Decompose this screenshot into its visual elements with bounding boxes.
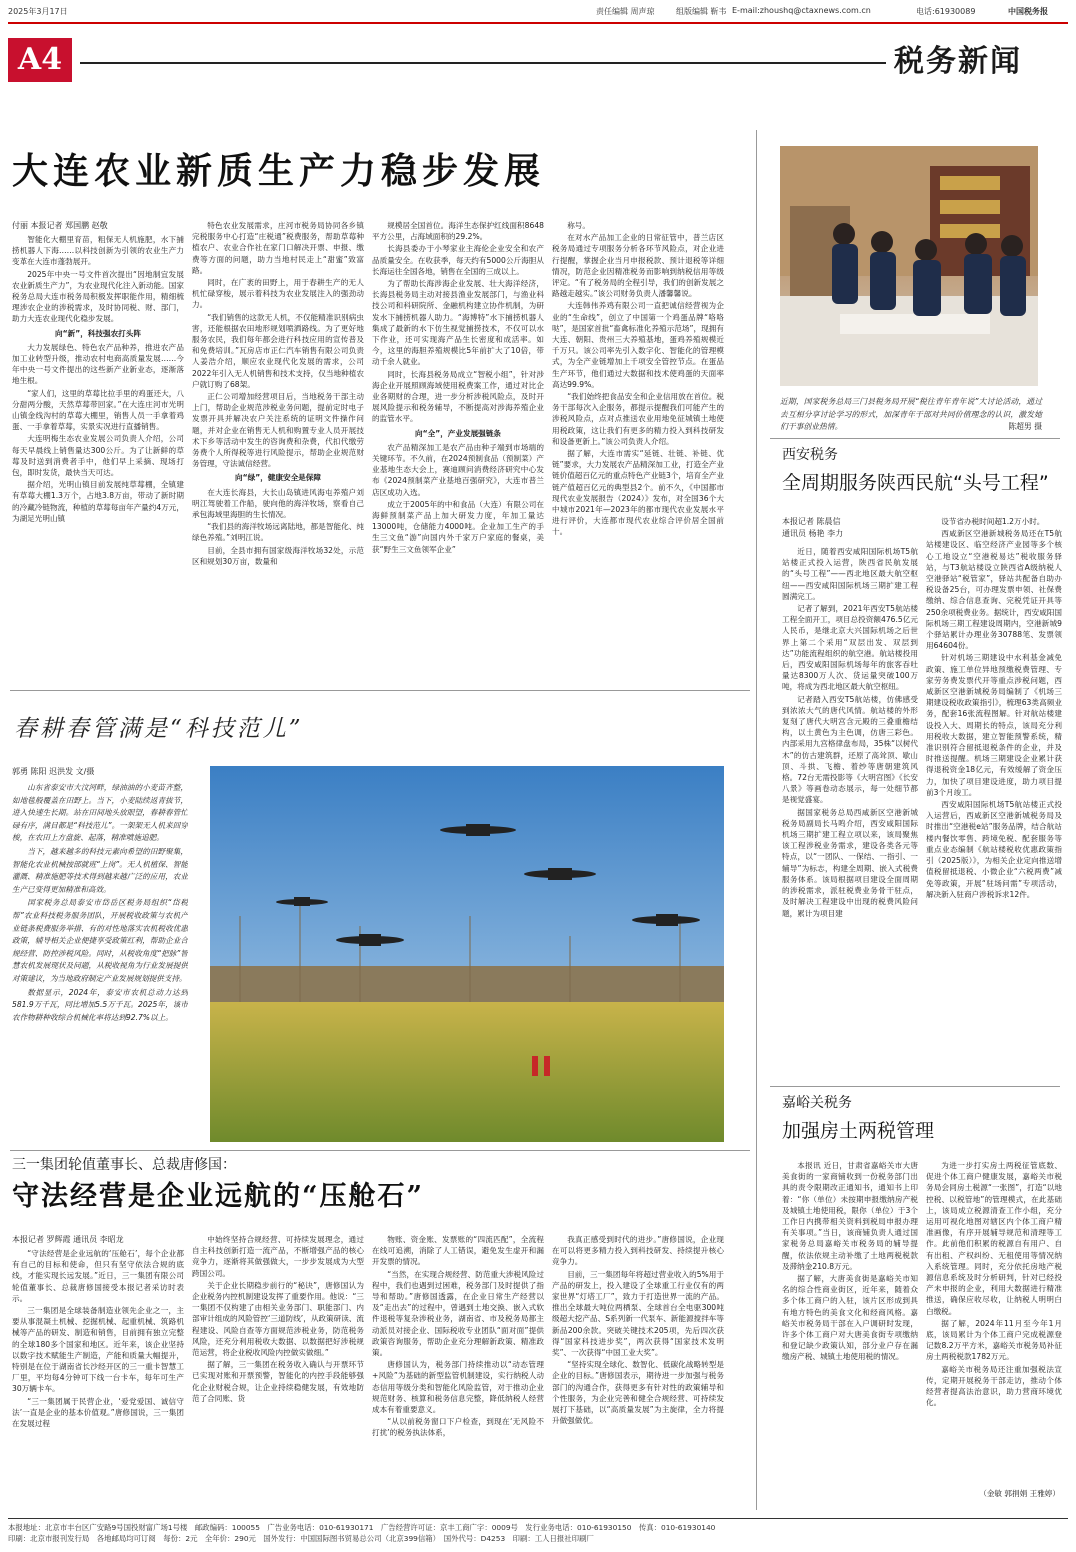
footer-line2: 印刷：北京市报刊发行局 各地邮局均可订阅 每份：2元 全年价：290元 国外发行：中国国际图书贸易总公司（北京399信箱） 国外代号：D4253 印刷：工人日报社印刷厂 xyxy=(8,1534,594,1543)
drone-field-photo xyxy=(210,766,724,1142)
story1-col4: 称号。 在对水产品加工企业的日常征管中，普兰店区税务局通过专项服务分析各环节风险点，对企业进行提醒，掌握企业当月申报税款、预计退税等详细情况，防范企业因精准税务而影响到纳税信用等级评定。“有了税务局的全程引导，我们的创新发展之路越走越实。”该公司财务负责人潘馨馨说。 大连韩伟养鸡有限公司一直把诚信经营视为企业的“生命线”，创立了中国第一个鸡蛋品牌“咯咯哒”，是国家首批“畜禽标准化养殖示范场”，现拥有大连、朝阳、贵州三大养殖基地，蛋鸡养殖规模近千万只。该公司率先引入数字化、智能化的管理模式，为全产业链增加上千项安全管控节点。在蛋品生产环节，他们通过大数据和技术使鸡蛋的天面率高达99.9%。 “我们始终把食品安全和企业信用放在首位。税务干部每次入企服务，都提示提醒我们可能产生的涉税风险点，点对点推送农业用地免征城镇土地使用税政策，这让我们有更多的精力投入到科技研发和设备更新上。”该公司负责人介绍。 据了解，大连市需实“延链、壮链、补链、优链”要求，大力发展农产品精深加工业，打造全产业链价值超百亿元的重点特色产业链3个，培育全产业链产值超百亿元的典型县2个。前不久，《中国都市现代农业发展报告（2024）》发布，对全国36个大中城市2021年—2023年的都市现代农业发展水平进行评价，大连都市现代农业综合评价居全国前十。 xyxy=(552,221,724,537)
story4-col1: “守法经营是企业远航的‘压舱石’，每个企业都有自己的目标和使命，但只有坚守依法合规的底线，才能实现长远发展。”近日，三一集团有限公司轮值董事长、总裁唐修国接受本报记者采访时表示。 三一集团是全球装备制造业领先企业之一，主要从事混凝土机械、挖掘机械、起重机械、筑路机械等产品的研发、制造和销售，目前拥有独立完整的全球180多个国家和地区。近年来，该企业坚持以数字技术赋能生产制造，产能和质量大幅提升，特别是在位于湖南省长沙经开区的三一重卡智慧工厂里，平均每4分钟可下线一台卡车，每年可生产30万辆卡车。 “三一集团属于民营企业，‘爱党爱国、诚信守法’一直是企业的基本价值观。”唐修国说，三一集团在发展过程 xyxy=(12,1249,184,1429)
story1-subhead3: 向“全”，产业发展强链条 xyxy=(415,428,501,438)
paper-name: 中国税务报 xyxy=(1008,7,1048,16)
story1-col3: 规模居全国首位。海洋生态保护红线面积8648平方公里，占海域面积的29.2%。 长海县委办于小琴家业主海伦企业安全和农产品质量安全。在收获季，每天约有5000公斤海胆从长海运往全国各地，销售在全国的三成以上。 为了帮助长海涉海企业发展、壮大海洋经济，长海县税务局主动对接县渔业发展部门，与渔业科技公司和科研院所、金融机构建立协作机制，为研发水下捕捞机器人助力。“海博特”水下捕捞机器人集成了最新的水下仿生视觉捕捞技术，不仅可以水下作业，还可实现海产品生长密度和成活率。如今，这里的海胆养殖规模比5年前扩大了10倍，带动千余人就业。 同时，长海县税务局成立“智税小组”，针对涉海企业开展照顾海域使用税费案工作，通过对比企业各期财的合理，进一步分析涉税风险点，及时开展风险提示和税务辅导，不断提高对涉海养殖企业的监管水平。 向“全”，产业发展强链条 农产品精深加工是农产品由种子端到市场端的关键环节。不久前，在2024预制食品（预制菜）产业基地生态大会上，赛迪顾问消费经济研究中心发布《2024预制菜产业基地百强研究》，大连市普兰店区成功入选。 成立于2005年的中和食品（大连）有限公司在海鲜预制菜产品上加大研发力度，年加工量达13000吨，仓储能力4000吨。企业加工生产的手生三文鱼“游”向国内外千家万户家庭的餐桌，美获“野生三文鱼领军企业” xyxy=(372,221,544,554)
story4-kicker: 三一集团轮值董事长、总裁唐修国： xyxy=(12,1157,236,1173)
story5-top-rule xyxy=(770,1086,1060,1087)
story3-kicker: 西安税务 xyxy=(782,447,838,463)
story1-subhead2: 向“绿”，健康安全是保障 xyxy=(235,473,321,483)
story3-byline: 本报记者 陈晨信 通讯员 杨艳 李力 xyxy=(782,517,844,538)
designer: 组版编辑 靳韦 xyxy=(676,7,727,16)
footer-line1: 本报地址：北京市丰台区广安路9号国投财富广场1号楼 邮政编码：100055 广告业务电话：010-61930171 广告经营许可证：京丰工商广字：0009号 发行业务电话：010-61930150 传真：010-61930140 xyxy=(8,1523,716,1532)
header-rule xyxy=(8,22,1068,24)
footer-rule xyxy=(8,1518,1068,1519)
phone: 电话:61930089 xyxy=(916,7,976,16)
story1-col2: 特色农业发展需求，庄河市税务局协同各乡镇完税服务中心打造“庄税通”税费服务，帮助草莓种植农户、农业合作社在家门口解决开票、申报、缴费等方面的问题，助力当地村民走上“甜蜜”致富路。 同时，在广袤的田野上，用于春耕生产的无人机忙碌穿梭，展示着科技为农业发展注入的强劲动力。 “我们销售的这款无人机，不仅能精准识别病虫害，还能根据农田地形规划喷洒路线。为了更好地服务农民，我们每年都会进行科技应用的宣传普及和免费培训。”瓦房店市正仁汽车销售有限公司负责人姜浩介绍，顺应农业现代化发展的需求，公司2022年引入无人机销售和技术支持，仅当地种植农户就订购了68架。 正仁公司增加经营项目后，当地税务干部主动上门，帮助企业规范涉税业务问题，提前定时电子发票开具并解决农户关注系统的证明文件操作问题，并对企业在销售无人机和购置专业人员开展技术下乡等活动中发生的咨询费和杂费，代扣代缴劳务费个人所得税等进行风险提示，帮助企业规范财务管理，守法诚信经营。 向“绿”，健康安全是保障 在大连长海县，大长山岛镇进风海屯养殖户刘明江驾驶着工作船，驶向他的海洋牧场，察看自己承包海域里海胆的生长情况。 “我们县的海洋牧场远离陆地，都是智能化、纯绿色养殖。”刘明江说。 目前，全县市拥有国家级海洋牧场32处，示范区和规划30万亩，数量和 xyxy=(192,221,364,566)
right-photo-credit: 陈超男 摄 xyxy=(1008,422,1042,431)
story1-col1: 智能化大棚里育苗，粗保无人机施肥，水下捕捞机器人下海……以科技创新为引领的农业生产力变革在大连市蓬勃展开。 2025年中央一号文件首次提出“因地制宜发展农业新质生产力”，为农业现代化注入新动能。国家税务总局大连市税务局积极发挥职能作用，精细梳理涉农企业的涉税需求，及时协同税、财、部门，助力大连农业现代化稳步发展。 向“新”，科技强农打头阵 大力发展绿色、特色农产品种养，推进农产品加工业转型升级，推动农村电商高质量发展……今年中央一号文件提出的这些新产业新业态，逐渐落地生根。 “家人们，这里的草莓比拉手里的鸡蛋还大，八分甜两分酸，天然草莓带回家。”在大连庄河市光明山镇金线沟村的草莓大棚里，销售人员一手拿着鸡蛋、一手拿着草莓，实景实况进行直播销售。 大连明梅生态农业发展公司负责人介绍，公司每天早晨线上销售量达300公斤。为了让新鲜的草莓及时送到消费者手中，他们早上采摘、现场打包，即时发货，最快当天可达。 据介绍，光明山镇目前发展纯草莓棚，全镇建有草莓大棚1.3万个，占地3.8万亩，带动了新时期的冷藏冷链物流，种植的草莓每亩年产量约4万元，为湖足光明山镇 xyxy=(12,235,184,523)
issue-date: 2025年3月17日 xyxy=(8,7,68,16)
page-header xyxy=(8,4,1068,18)
story4-title: 守法经营是企业远航的“压舱石” xyxy=(12,1181,425,1212)
story4-byline: 本报记者 罗辉霞 通讯员 李昭龙 xyxy=(12,1235,124,1244)
story5-kicker: 嘉峪关税务 xyxy=(782,1095,852,1111)
story1-title: 大连农业新质生产力稳步发展 xyxy=(12,150,546,192)
tax-officers-illustration xyxy=(780,146,1038,386)
email: E-mail:zhoushq@ctaxnews.com.cn xyxy=(732,6,871,15)
page-number: A4 xyxy=(8,38,72,82)
header-line xyxy=(80,62,886,64)
story4-top-rule xyxy=(10,1150,750,1151)
story5-col1: 本报讯 近日，甘肃省嘉峪关市大唐美食街的一家商铺收到一份税务部门出具的责令限期改正通知书，通知书上印着：“你（单位）未按期申报缴纳房产税及城镇土地使用税，限你（单位）于3个工作日内携带相关资料到税局申报办理有关事项。”当日，该商铺负责人通过国家税务总局嘉峪关市税务局的辅导提醒，依法依规主动补缴了土地两税税款及滞纳金210.8万元。 据了解，大唐美食街是嘉峪关市知名的综合性商业街区，近年来，随着众多个体工商户的入驻，该片区形成到具有地方特色的美食文化和经商风格。嘉峪关市税务局干部在入户调研时发现，许多个体工商户对大唐美食街专项缴纳和登记缺少政策认知，部分业户存在漏缴房产税、城镇土地使用税的情况。 xyxy=(782,1161,918,1362)
story4-col2: 中始终坚持合规经营、可持续发展理念，通过自主科技创新打造一流产品，不断增强产品的核心竞争力，逐渐将其做强做大，一步步发展成为大型跨国公司。 关于企业长期稳步前行的“秘诀”，唐修国认为企业税务内控机制建设发挥了重要作用。他说：“三一集团不仅构建了由相关业务部门、职能部门、内部审计组成的风险管控‘三道防线’，从政策研读、流程建设、风险自查等方面规范涉税业务，防范税务风险，还充分利用税收大数据、以数据把好涉税规范运营，将企业税收风险内控做实做细。” 据了解，三一集团在税务收入确认与开票环节已实现对账和开票预警，智能化的内控手段能够强化企业财税合规，让企业持续稳健发展，有效地防范了合同账、货 xyxy=(192,1235,364,1403)
drone-field-illustration xyxy=(210,766,724,1142)
story2-title: 春耕春管满是“科技范儿” xyxy=(14,716,304,742)
story3-col2: 设节省办税时间超1.2万小时。 西咸新区空港新城税务局还在T5航站楼建设区、临空经济产业园等多个核心工地设立“空港税易达”税收服务驿站，与T3航站楼设立陕西省A级纳税人空港驿站“税管家”，驿站共配备自助办税设备25台，可办理发票申领、社保费缴纳、综合信息查询、完税凭证开具等250余项税费业务。据统计，西安咸阳国际机场三期工程建设周期内，空港新城9个驿站累计办理业务30788笔、发票领用64604份。 针对机场三期建设中水利基金减免政策、施工单位异地预缴税费管理、专家劳务费发票代开等重点涉税问题，西咸新区空港新城税务局编制了《机场三期建设税收政策指引》，梳理63类高频业务，配套16张流程图解。针对航站楼建设投入大、周期长的特点，该局充分利用税收大数据，建立智能预警系统，精准识别符合留抵退税条件的企业，并及时推送提醒。机场三期建设企业累计获得退税资金18亿元，有效缓解了资金压力，加快了项目建设进度，助力项目提前3个月竣工。 西安咸阳国际机场T5航站楼正式投入运营后，西咸新区空港新城税务局及时推出“空港税e站”服务品牌，结合航站楼内餐饮零售、跨境免税、配套服务等重点业态编制《航站楼税收优惠政策指引（2025版）》，为相关企业定向推送增值税留抵退税、小微企业“六税两费”减免等政策，开展“驻场问需”专项活动，解决新入驻商户涉税诉求12件。 xyxy=(926,517,1062,899)
page-footer xyxy=(8,1522,1068,1544)
story3-col1: 近日，随着西安咸阳国际机场T5航站楼正式投入运营，陕西省民航发展的“头号工程”——西北地区最大航空枢纽——西安咸阳国际机场三期扩建工程圆满完工。 记者了解到，2021年西安T5航站楼工程全面开工，项目总投资额476.5亿元人民币，是继北京大兴国际机场之后世界上第二个采用“双层出发、双层到达”功能流程组织的航空港。航站楼投用后，西安咸阳国际机场每年的旅客吞吐量达8300万人次、货运量突破100万吨，将成为西北地区最大航空枢纽。 记者踏入西安T5航站楼，仿佛感受到浓浓大气的唐代风情。航站楼的外形复刻了唐代大明宫含元殿的三叠重檐结构，以土黄色为主色调，仿唐三彩色。内部采用九宫格律盘布局，35株“以树代木”的仿古建筑群，还原了高耸顶、歇山顶、斗拱、飞檐、着纱等唐朝建筑风格。72台无需投影等《大明宫图》《长安八景》等画卷动态展示，每一处细节都是视觉盛宴。 据国家税务总局西咸新区空港新城税务局副局长马鸣介绍，西安咸阳国际机场三期扩建工程立项以来，该局聚焦该工程涉税业务需求，建设各类各元等特点，以“一团队、一保结、一指引、一辅导”为标志，构建全周期、嵌入式税费服务体系。该局根据项目建设全面周期的涉税需求，派驻税费业务骨干驻点，及时解决工程建设中出现的税费风险问题，累计为项目建 xyxy=(782,547,918,918)
section-title: 税务新闻 xyxy=(894,44,1022,79)
editor: 责任编辑 周声琼 xyxy=(596,7,655,16)
column-divider xyxy=(756,130,757,1510)
story1-byline: 付丽 本报记者 郑国鹏 赵敬 xyxy=(12,221,108,230)
story2-text: 山东省泰安市大汶河畔，绿油油的小麦苗齐整，如地毯般覆盖在田野上。当下，小麦陆续返青拔节，进入快速生长期。站在田间地头放眼望，春耕春管忙碌有序，满目都是“科技范儿”。一架架无人机来回穿梭，在农田上方盘旋、起落，精准喷施追肥。 当下，越来越多的科技元素向希望的田野聚集，智能化农业机械按部就班“上岗”。无人机植保、智能灌溉、精准施肥等技术得到越来越广泛的应用，农业生产已变得更加精准和高效。 国家税务总局泰安市岱岳区税务局组织“岱税帮”农业科技税务服务团队，开展税收政策与农机产业链条税费服务举措、有的对性地落实农机税收优惠政策，辅导相关企业便捷享受政策红利，帮助企业合规经营、防控涉税风险。同时，从税收角度“把脉”智慧农机发展现状及问题，从税收视角为行业发展提供对策建议，为当地政府制定产业发展规划提供支持。 数据显示，2024年，泰安市农机总动力达到581.9万千瓦，同比增加5.5万千瓦。2025年，该市农作物耕种收综合机械化率将达到92.7%以上。 xyxy=(12,783,188,1022)
tax-officers-photo xyxy=(780,146,1038,386)
story3-title: 全周期服务陕西民航“头号工程” xyxy=(782,472,1049,494)
story4-col4: 我真正感受到时代的进步。”唐修国说，企业现在可以将更多精力投入到科技研发、持续提升核心竞争力。 目前，三一集团每年将超过营业收入的5%用于产品的研发上，投入建设了全球重工行业仅有的两家世界“灯塔工厂”，致力于打造世界一流的产品。推出全球最大吨位两栖泵、全球首台全电驱300吨级超大挖产品、S系列新一代泵车、新能源搅拌车等新品200余款。突破关键技术205项，先后四次获得“国家科技进步奖”，两次获得“国家技术发明奖”、一次获得“中国工业大奖”。 “坚持实现全球化、数智化、低碳化战略转型是企业的目标。”唐修国表示，期待进一步加强与税务部门的沟通合作，获得更多有针对性的政策辅导和个性服务，为企业完善和健全合规经营、可持续发展打下基础，以“高质量发展”为主旋律，全力将提升做强做优。 xyxy=(552,1235,724,1426)
story3-top-rule xyxy=(770,438,1060,439)
story1-subhead1: 向“新”，科技强农打头阵 xyxy=(55,328,141,338)
story5-col2: 为进一步打实房土两税征管底数、促进个体工商户健康发展，嘉峪关市税务局会同房土税源“一张图”，打造“以地控税、以税管地”的管理模式，在此基础上，该局成立税源清查工作小组，充分运用可视化地图对辖区内个体工商户精准画像，有序开展辅导规范和清理等工作。此前他们积累的税源自有用户、自有出租、产权纠纷、无租使用等情况纳入系统管理。同时，充分依托房地产税源信息系统及时分析研判，针对已经投产未申报的企业，利用大数据进行精准推送，确保应收尽收，让纳税人明明白白缴税。 据了解，2024年11月至今年1月底，该局累计为个体工商户完成税源登记数8.2万平方米，嘉峪关市税务局补征房土两税税款1782万元。 嘉峪关市税务局还注重加强税法宣传，定期开展税务干部走访，推动个体经营者提高法治意识，助力营商环境优化。 xyxy=(926,1161,1062,1408)
story2-byline: 郭勇 陈阳 迟洪发 文/摄 xyxy=(12,767,95,776)
story5-title: 加强房土两税管理 xyxy=(782,1120,935,1142)
right-photo-caption: 近期，国家税务总局三门县税务局开展“税往青年青年说”大讨论活动，通过去互相分享讨论学习的形式，加深青年干部对共同价值理念的认识，激发她们干事创业热情。 陈超男 摄 xyxy=(780,396,1042,434)
story2-top-rule xyxy=(10,690,750,691)
story5-credit: （金敏 郭捐娟 王雅婷） xyxy=(979,1489,1060,1498)
story4-col3: 物账、资金账、发票账的“四流匹配”，全流程在线可追溯，消除了人工错误，避免发生虚开和漏开发票的情况。 “当然，在实现合规经营、防范重大涉税风险过程中，我们也遇到过困难，税务部门及时提供了指导和帮助。”唐修国透露，在企业日常生产经营以及“走出去”的过程中，曾遇到土地交换、嵌入式软件退税等复杂涉税业务，湖南省、市及税务局都主动派员对接企业、国际税收专业团队“面对面”提供政策咨询服务，帮助企业充分理解新政策、精准政策。 唐修国认为，税务部门持续推动以“动态管理+风险”为基础的新型监管机制建设，实行纳税人动态信用等级分类和智能化风险监管，对于推动企业规范财务、核算和税务信息完整，降低纳税人经营成本有着重要意义。 “从以前税务窗口下户检查，到现在‘无风险不打扰’的税务执法体系， xyxy=(372,1235,544,1438)
